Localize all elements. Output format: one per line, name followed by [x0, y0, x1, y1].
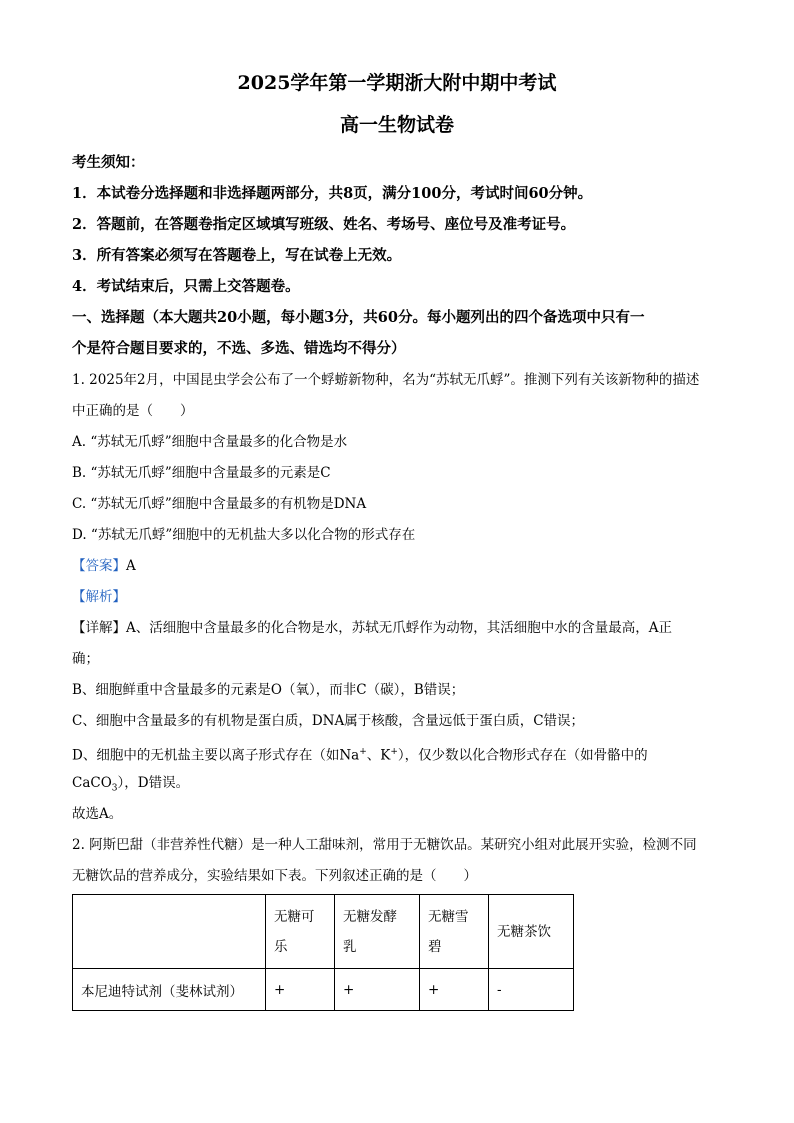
answer-value: A: [126, 558, 136, 574]
q1-answer: [72, 556, 732, 576]
notice-item: 1．本试卷分选择题和非选择题两部分，共8页，满分100分，考试时间60分钟。: [72, 185, 593, 202]
section-heading-cont: 个是符合题目要求的，不选、多选、错选均不得分）: [72, 340, 406, 357]
header-text: 乐: [274, 938, 288, 955]
detail-d-text: 、K: [366, 747, 391, 764]
q1-option-d: D. “苏轼无爪蜉”细胞中的无机盐大多以化合物的形式存在: [72, 527, 416, 543]
notice-item: 2．答题前，在答题卷指定区域填写班级、姓名、考场号、座位号及准考证号。: [72, 216, 576, 233]
q1-conclusion: 故选A。: [72, 806, 123, 822]
header-text: 无糖可: [274, 908, 315, 925]
notice-heading: 考生须知：: [72, 154, 145, 171]
table-row: [73, 969, 574, 1011]
notice-item: 3．所有答案必须写在答题卷上，写在试卷上无效。: [72, 247, 402, 264]
table-header-cell: [335, 895, 420, 969]
detail-tag: 【详解】: [72, 620, 126, 636]
q1-stem: 1. 2025年2月，中国昆虫学会公布了一个蜉蝣新物种，名为“苏轼无爪蜉”。推测下列有关该新物种的描述: [72, 372, 700, 388]
notice-item: 4．考试结束后，只需上交答题卷。: [72, 278, 300, 295]
q1-detail-d-cont: [72, 773, 732, 799]
table-cell: +: [266, 969, 335, 1011]
header-text: 无糖茶饮: [497, 923, 551, 940]
table-header-cell: [266, 895, 335, 969]
q1-option-a: A. “苏轼无爪蜉”细胞中含量最多的化合物是水: [72, 434, 348, 450]
q1-detail-c: C、细胞中含量最多的有机物是蛋白质，DNA属于核酸，含量远低于蛋白质，C错误；: [72, 713, 585, 729]
table-cell: -: [489, 969, 574, 1011]
q1-option-c: C. “苏轼无爪蜉”细胞中含量最多的有机物是DNA: [72, 496, 367, 512]
q1-option-b: B. “苏轼无爪蜉”细胞中含量最多的元素是C: [72, 465, 331, 481]
q1-stem-cont: 中正确的是（ ）: [72, 403, 194, 419]
table-header-cell: [489, 895, 574, 969]
q1-detail-b: B、细胞鲜重中含量最多的元素是O（氧），而非C（碳），B错误；: [72, 682, 465, 698]
table-header-cell: [420, 895, 489, 969]
header-text: 无糖雪: [428, 908, 469, 925]
exam-subtitle: 高一生物试卷: [339, 114, 454, 136]
table-header-cell: [73, 895, 266, 969]
section-heading: 一、选择题（本大题共20小题，每小题3分，共60分。每小题列出的四个备选项中只有一: [72, 309, 645, 326]
header-text: 乳: [343, 938, 357, 955]
formula-text: CaCO: [72, 775, 112, 791]
header-text: 碧: [428, 938, 442, 955]
q2-stem: 2. 阿斯巴甜（非营养性代糖）是一种人工甜味剂，常用于无糖饮品。某研究小组对此展开实验，检测不同: [72, 837, 697, 853]
detail-d-text: ），D错误。: [117, 775, 190, 791]
detail-text: A、活细胞中含量最多的化合物是水，苏轼无爪蜉作为动物，其活细胞中水的含量最高，A正: [126, 620, 672, 636]
analysis-tag: 【解析】: [72, 589, 126, 605]
q2-table: [72, 894, 574, 1011]
q1-detail-a-cont: 确；: [72, 651, 99, 667]
q2-stem-cont: 无糖饮品的营养成分，实验结果如下表。下列叙述正确的是（ ）: [72, 868, 477, 884]
q1-detail-d: [72, 742, 732, 766]
table-header-row: [73, 895, 574, 969]
answer-tag: 【答案】: [72, 558, 126, 574]
table-cell: +: [335, 969, 420, 1011]
charge-sup: +: [359, 747, 367, 757]
q1-detail-a: [72, 618, 732, 638]
formula-sub: 3: [111, 783, 118, 794]
detail-d-text: D、细胞中的无机盐主要以离子形式存在（如Na: [72, 747, 360, 764]
table-cell: +: [420, 969, 489, 1011]
charge-sup: +: [390, 747, 398, 757]
detail-d-text: ），仅少数以化合物形式存在（如骨骼中的: [397, 747, 648, 764]
header-text: 无糖发酵: [343, 908, 397, 925]
exam-title: 2025学年第一学期浙大附中期中考试: [237, 72, 557, 94]
table-cell: 本尼迪特试剂（斐林试剂）: [73, 969, 266, 1011]
